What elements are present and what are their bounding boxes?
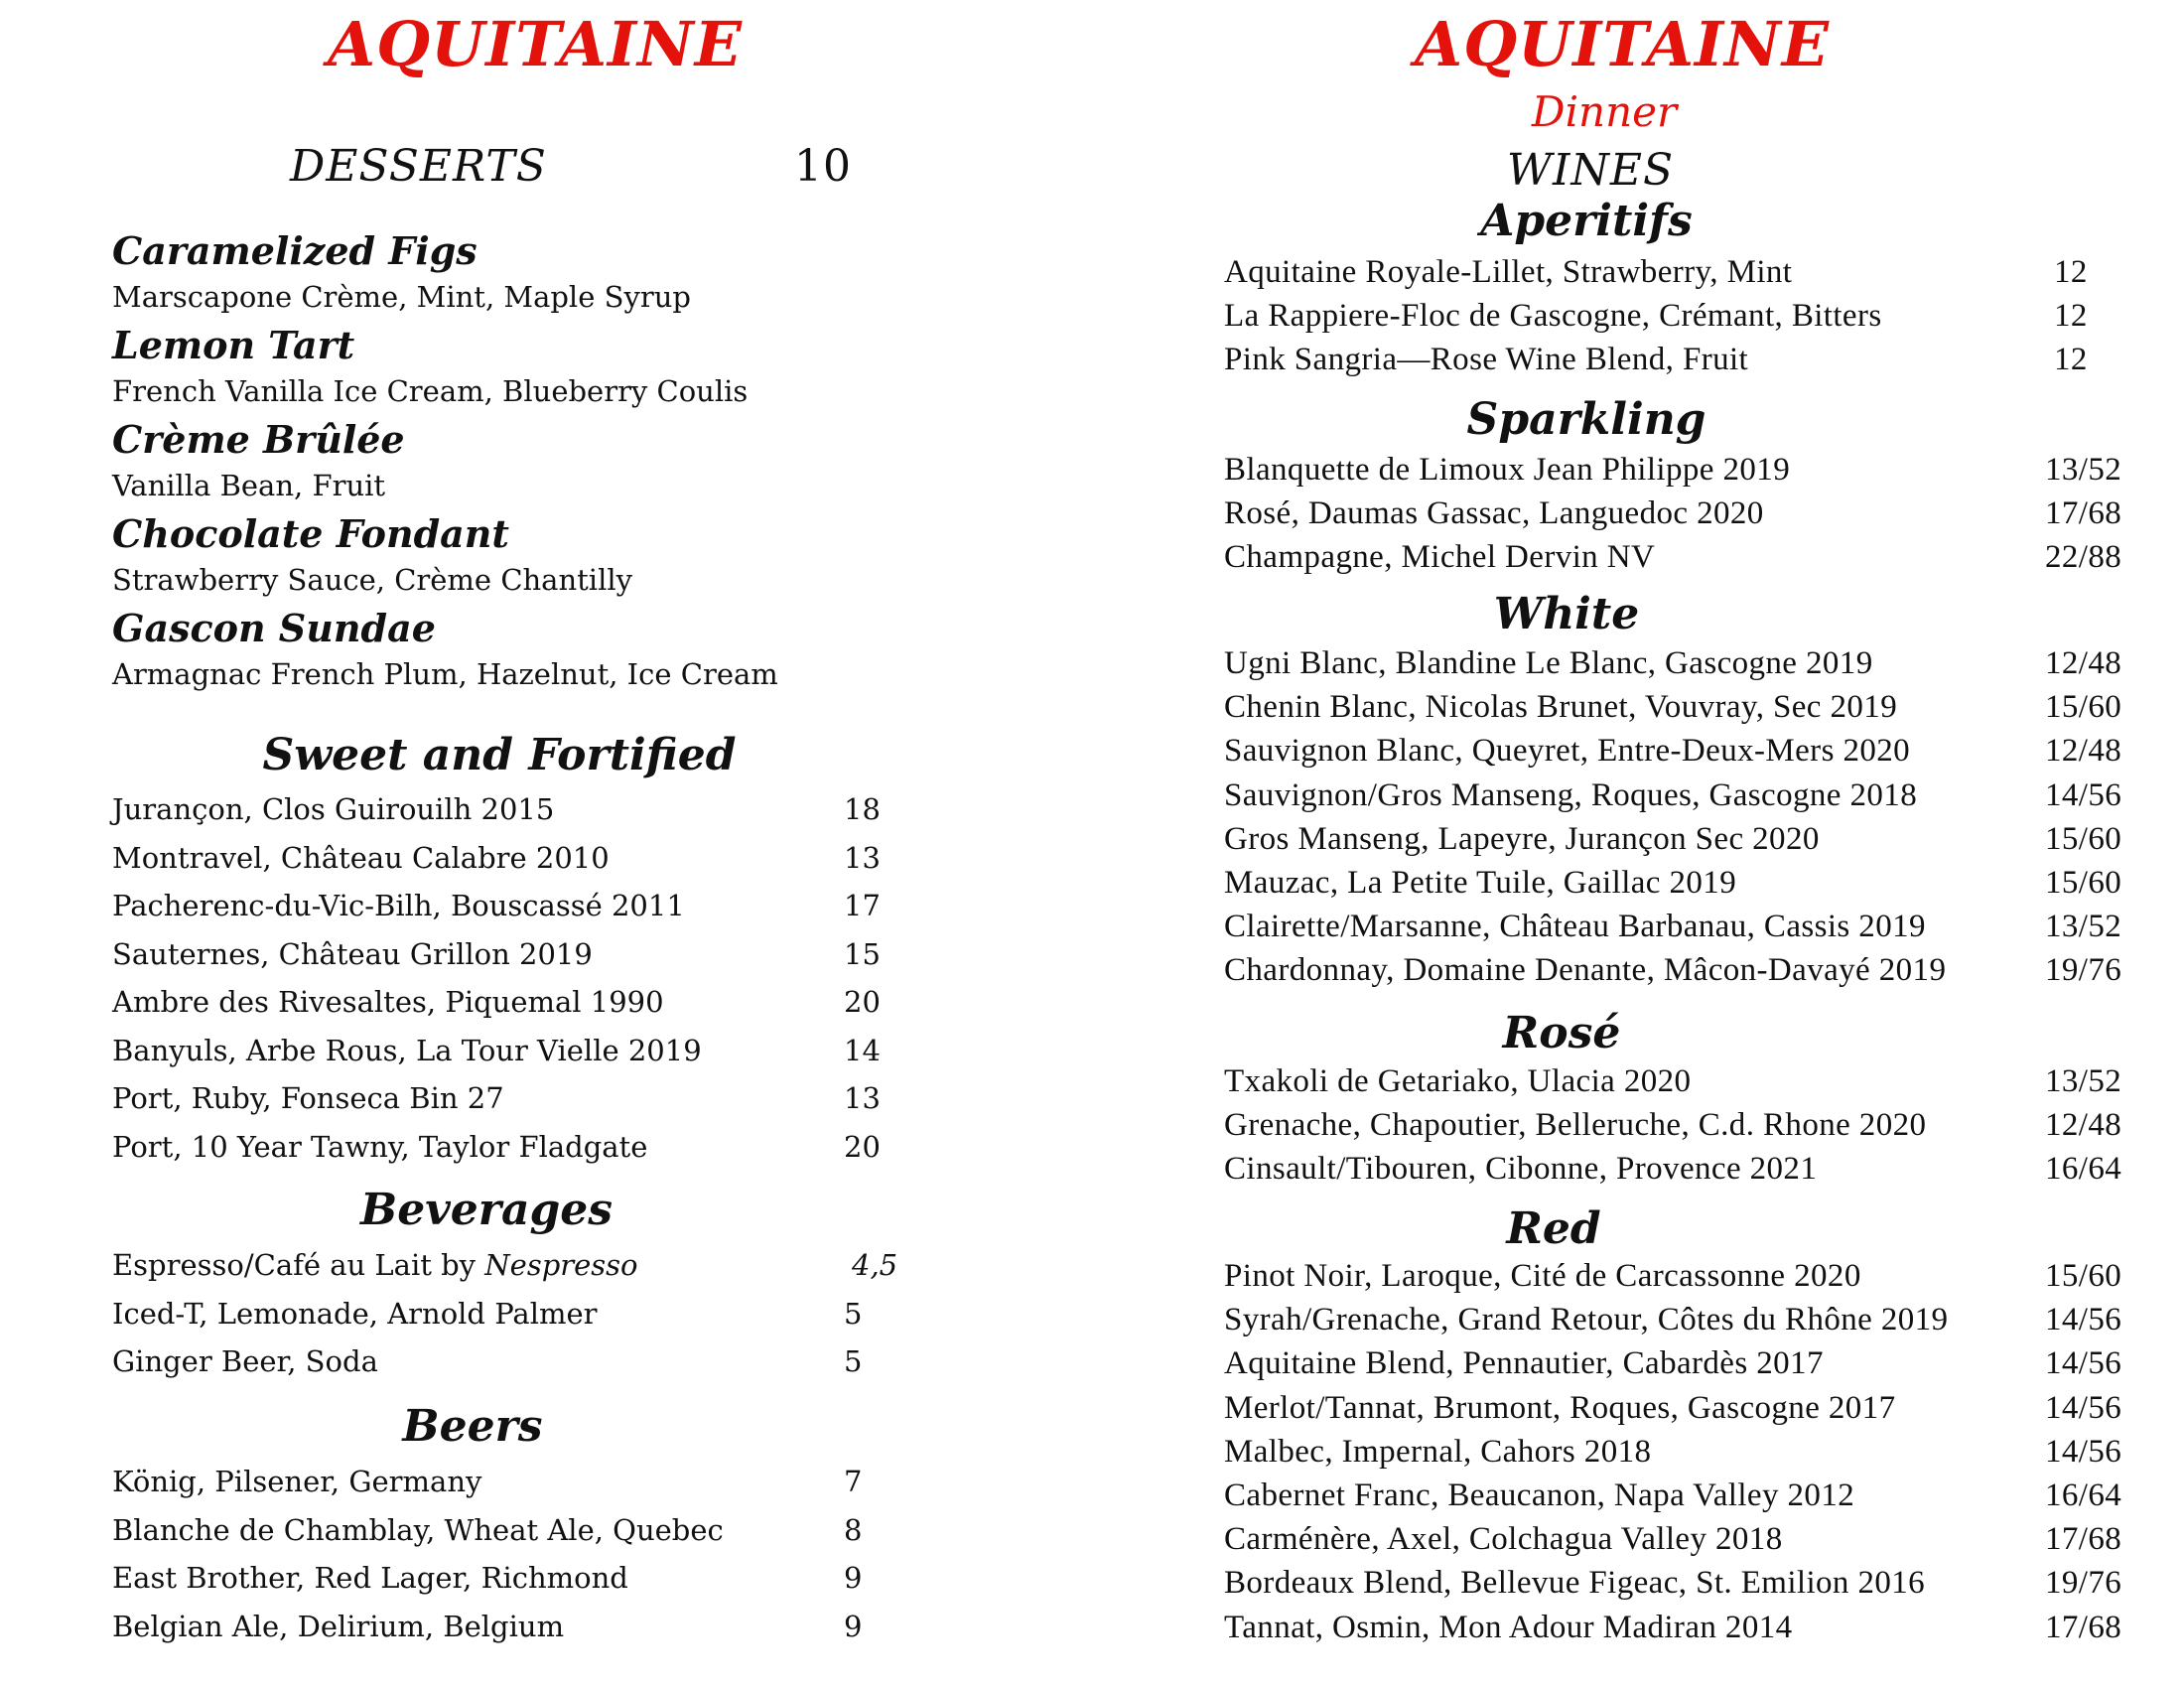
dessert-name: Gascon Sundae bbox=[112, 606, 436, 650]
menu-item-name: Ginger Beer, Soda bbox=[112, 1344, 378, 1378]
section-heading: Red bbox=[1506, 1203, 1601, 1254]
menu-item-name: Iced-T, Lemonade, Arnold Palmer bbox=[112, 1296, 598, 1331]
wine-name: Cabernet Franc, Beaucanon, Napa Valley 2012 bbox=[1224, 1477, 1855, 1513]
wine-price: 17/68 bbox=[2045, 495, 2122, 532]
wine-price: 12 bbox=[2054, 254, 2088, 290]
menu-item-price: 18 bbox=[844, 792, 881, 826]
wine-price: 19/76 bbox=[2045, 952, 2122, 989]
wine-name: Aquitaine Royale-Lillet, Strawberry, Mint bbox=[1224, 254, 1793, 290]
dessert-description: Armagnac French Plum, Hazelnut, Ice Cream bbox=[112, 657, 778, 691]
section-heading: Sweet and Fortified bbox=[262, 730, 737, 780]
desserts-heading: DESSERTS bbox=[290, 141, 547, 192]
menu-item-price: 8 bbox=[844, 1512, 863, 1547]
wine-price: 14/56 bbox=[2045, 1302, 2122, 1338]
menu-item-name: Ambre des Rivesaltes, Piquemal 1990 bbox=[112, 985, 664, 1019]
section-heading: Aperitifs bbox=[1480, 196, 1693, 246]
wine-price: 12/48 bbox=[2045, 1107, 2122, 1144]
menu-item-name: Pacherenc-du-Vic-Bilh, Bouscassé 2011 bbox=[112, 889, 685, 922]
menu-item-price: 9 bbox=[844, 1561, 863, 1595]
wine-price: 15/60 bbox=[2045, 820, 2122, 857]
dessert-name: Crème Brûlée bbox=[112, 417, 405, 462]
wine-price: 12 bbox=[2054, 342, 2088, 378]
menu-item-price: 5 bbox=[844, 1296, 863, 1331]
menu-item-price: 13 bbox=[844, 840, 881, 875]
wine-price: 16/64 bbox=[2045, 1477, 2122, 1513]
wine-price: 14/56 bbox=[2045, 1433, 2122, 1470]
wine-price: 13/52 bbox=[2045, 1063, 2122, 1099]
dessert-name: Lemon Tart bbox=[112, 323, 355, 367]
wine-name: Champagne, Michel Dervin NV bbox=[1224, 539, 1656, 576]
wines-heading: WINES bbox=[1506, 145, 1675, 196]
menu-item-price: 17 bbox=[844, 889, 881, 922]
wine-price: 15/60 bbox=[2045, 1258, 2122, 1294]
dessert-description: Vanilla Bean, Fruit bbox=[112, 469, 386, 502]
menu-item-name: Port, Ruby, Fonseca Bin 27 bbox=[112, 1081, 504, 1115]
menu-item-price: 14 bbox=[844, 1033, 881, 1067]
wine-name: Ugni Blanc, Blandine Le Blanc, Gascogne 2019 bbox=[1224, 645, 1873, 681]
menu-item-price: 20 bbox=[844, 1129, 881, 1164]
menu-subtitle: Dinner bbox=[1531, 87, 1678, 136]
wine-price: 12 bbox=[2054, 298, 2088, 335]
restaurant-title: AQUITAINE bbox=[328, 8, 743, 80]
section-heading: Beers bbox=[402, 1401, 543, 1452]
menu-item-name: Blanche de Chamblay, Wheat Ale, Quebec bbox=[112, 1512, 724, 1547]
wine-name: Sauvignon/Gros Manseng, Roques, Gascogne 2018 bbox=[1224, 776, 1918, 813]
dessert-name: Caramelized Figs bbox=[112, 228, 478, 273]
menu-item-name-text: Espresso/Café au Lait by bbox=[112, 1248, 485, 1282]
wine-name: Chenin Blanc, Nicolas Brunet, Vouvray, Sec 2019 bbox=[1224, 689, 1898, 726]
menu-item-name: East Brother, Red Lager, Richmond bbox=[112, 1561, 628, 1595]
wine-name: Chardonnay, Domaine Denante, Mâcon-Davayé 2019 bbox=[1224, 952, 1947, 989]
wine-name: Merlot/Tannat, Brumont, Roques, Gascogne 2017 bbox=[1224, 1389, 1896, 1426]
wine-price: 15/60 bbox=[2045, 865, 2122, 901]
wine-name: Carménère, Axel, Colchagua Valley 2018 bbox=[1224, 1521, 1783, 1558]
wine-name: Pinot Noir, Laroque, Cité de Carcassonne 2020 bbox=[1224, 1258, 1861, 1294]
wine-name: Tannat, Osmin, Mon Adour Madiran 2014 bbox=[1224, 1609, 1793, 1645]
wine-price: 15/60 bbox=[2045, 689, 2122, 726]
dessert-name: Chocolate Fondant bbox=[112, 511, 509, 556]
wine-name: Sauvignon Blanc, Queyret, Entre-Deux-Mers 2020 bbox=[1224, 733, 1911, 770]
restaurant-title: AQUITAINE bbox=[1415, 8, 1830, 80]
wine-price: 14/56 bbox=[2045, 776, 2122, 813]
menu-item-price: 15 bbox=[844, 936, 881, 971]
wine-name: Txakoli de Getariako, Ulacia 2020 bbox=[1224, 1063, 1692, 1099]
menu-item-name: Sauternes, Château Grillon 2019 bbox=[112, 936, 593, 971]
wine-name: La Rappiere-Floc de Gascogne, Crémant, Bitters bbox=[1224, 298, 1882, 335]
wine-price: 19/76 bbox=[2045, 1565, 2122, 1602]
dessert-description: Marscapone Crème, Mint, Maple Syrup bbox=[112, 280, 691, 314]
menu-item-price: 4,5 bbox=[852, 1248, 898, 1282]
wine-price: 17/68 bbox=[2045, 1609, 2122, 1645]
menu-item-name: König, Pilsener, Germany bbox=[112, 1465, 482, 1498]
wine-name: Mauzac, La Petite Tuile, Gaillac 2019 bbox=[1224, 865, 1737, 901]
wine-name: Syrah/Grenache, Grand Retour, Côtes du Rhône 2019 bbox=[1224, 1302, 1949, 1338]
brand-name: Nespresso bbox=[484, 1248, 638, 1282]
wine-name: Aquitaine Blend, Pennautier, Cabardès 2017 bbox=[1224, 1345, 1824, 1382]
wine-price: 17/68 bbox=[2045, 1521, 2122, 1558]
dessert-description: Strawberry Sauce, Crème Chantilly bbox=[112, 563, 633, 597]
desserts-price: 10 bbox=[794, 141, 852, 192]
wine-name: Cinsault/Tibouren, Cibonne, Provence 2021 bbox=[1224, 1151, 1818, 1188]
menu-item-name: Port, 10 Year Tawny, Taylor Fladgate bbox=[112, 1129, 648, 1164]
wine-name: Blanquette de Limoux Jean Philippe 2019 bbox=[1224, 452, 1791, 488]
section-heading: White bbox=[1493, 589, 1640, 639]
menu-item-price: 5 bbox=[844, 1344, 863, 1378]
wine-name: Pink Sangria—Rose Wine Blend, Fruit bbox=[1224, 342, 1749, 378]
menu-item-name bbox=[112, 1248, 638, 1282]
wine-price: 13/52 bbox=[2045, 909, 2122, 945]
menu-item-name: Banyuls, Arbe Rous, La Tour Vielle 2019 bbox=[112, 1033, 702, 1067]
wine-price: 22/88 bbox=[2045, 539, 2122, 576]
menu-item-price: 20 bbox=[844, 985, 881, 1019]
dessert-description: French Vanilla Ice Cream, Blueberry Coulis bbox=[112, 374, 749, 408]
menu-item-name: Jurançon, Clos Guirouilh 2015 bbox=[112, 792, 555, 826]
wine-price: 14/56 bbox=[2045, 1389, 2122, 1426]
menu-item-price: 13 bbox=[844, 1081, 881, 1115]
section-heading: Rosé bbox=[1502, 1008, 1621, 1058]
menu-item-price: 9 bbox=[844, 1609, 863, 1643]
section-heading: Sparkling bbox=[1466, 394, 1706, 445]
wine-name: Bordeaux Blend, Bellevue Figeac, St. Emilion 2016 bbox=[1224, 1565, 1926, 1602]
wine-name: Malbec, Impernal, Cahors 2018 bbox=[1224, 1433, 1652, 1470]
wine-price: 12/48 bbox=[2045, 645, 2122, 681]
wine-price: 14/56 bbox=[2045, 1345, 2122, 1382]
wine-name: Gros Manseng, Lapeyre, Jurançon Sec 2020 bbox=[1224, 820, 1820, 857]
menu-item-name: Montravel, Château Calabre 2010 bbox=[112, 840, 610, 875]
wine-name: Rosé, Daumas Gassac, Languedoc 2020 bbox=[1224, 495, 1764, 532]
wine-price: 16/64 bbox=[2045, 1151, 2122, 1188]
menu-item-price: 7 bbox=[844, 1465, 863, 1498]
wine-price: 13/52 bbox=[2045, 452, 2122, 488]
menu-item-name: Belgian Ale, Delirium, Belgium bbox=[112, 1609, 565, 1643]
wine-name: Grenache, Chapoutier, Belleruche, C.d. Rhone 2020 bbox=[1224, 1107, 1927, 1144]
section-heading: Beverages bbox=[360, 1185, 613, 1235]
wine-price: 12/48 bbox=[2045, 733, 2122, 770]
wine-name: Clairette/Marsanne, Château Barbanau, Cassis 2019 bbox=[1224, 909, 1926, 945]
